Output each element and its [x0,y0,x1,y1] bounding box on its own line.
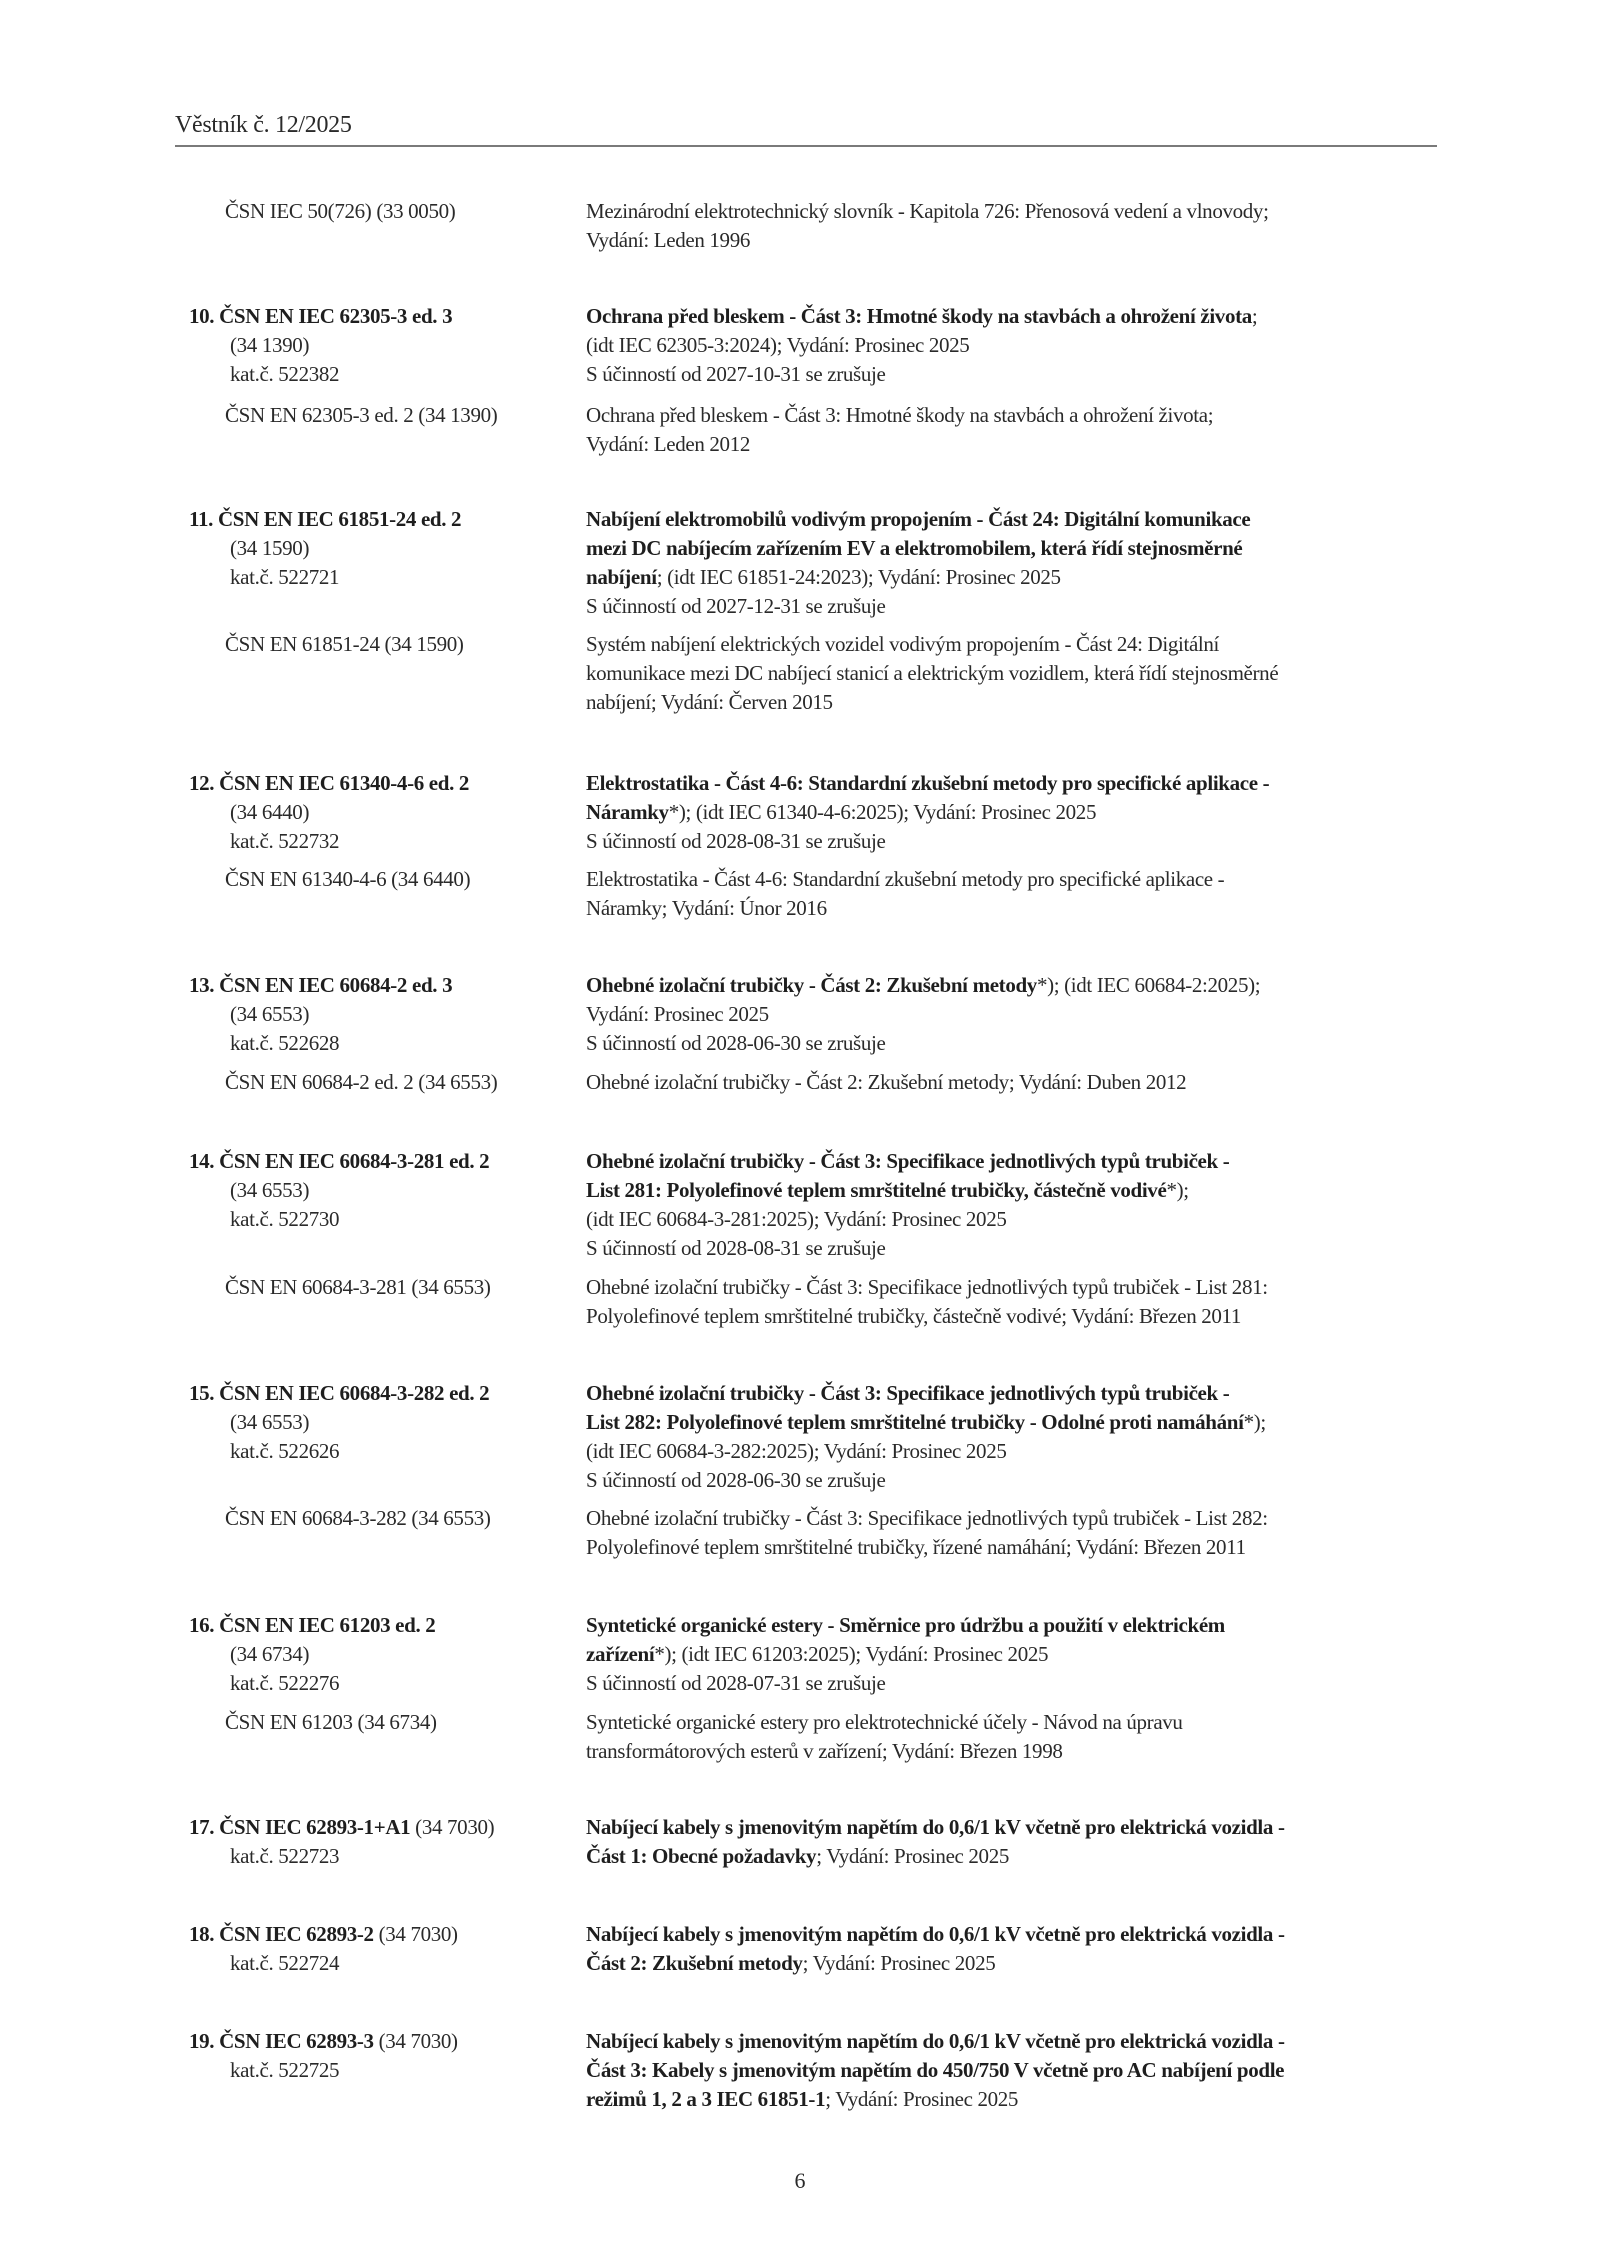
standard-title-line [586,401,1446,430]
text: ČSN EN 60684-3-282 (34 6553) [225,1506,491,1530]
text: Polyolefinové teplem smrštitelné trubičky, částečně vodivé; Vydání: Březen 2011 [586,1304,1242,1328]
standard-title-line [586,1068,1446,1097]
standard-title-line [586,1437,1446,1466]
standard-designation [189,1920,579,1978]
standard-title-line [586,302,1446,331]
text: *); (idt IEC 60684-2:2025); [1036,973,1261,997]
standard-title-line [586,1813,1446,1842]
text: kat.č. 522730 [230,1207,340,1231]
bold-text: Náramky [586,800,669,824]
bold-text: 10. ČSN EN IEC 62305-3 ed. 3 [189,304,453,328]
standard-title-line [586,1504,1446,1533]
standard-description [586,505,1446,621]
standard-title-line [586,1920,1446,1949]
standard-description [586,1920,1446,1978]
standard-designation [189,401,579,430]
bold-text: 16. ČSN EN IEC 61203 ed. 2 [189,1613,436,1637]
text: ; Vydání: Prosinec 2025 [825,2087,1019,2111]
text: (34 6734) [230,1642,310,1666]
bold-text: Nabíjení elektromobilů vodivým propojením - Část 24: Digitální komunikace [586,507,1251,531]
standard-title-line [586,331,1446,360]
text: ČSN EN 61340-4-6 (34 6440) [225,867,471,891]
standard-code-line [189,769,579,798]
text: *); [1243,1410,1266,1434]
text: S účinností od 2027-12-31 se zrušuje [586,594,886,618]
bold-text: 19. ČSN IEC 62893-3 [189,2029,374,2053]
standard-title-line [586,688,1446,717]
standard-title-line [586,1302,1446,1331]
text: (idt IEC 60684-3-282:2025); Vydání: Prosinec 2025 [586,1439,1007,1463]
standard-description [586,1379,1446,1495]
standard-title-line [586,226,1446,255]
standard-title-line [586,1611,1446,1640]
bold-text: List 282: Polyolefinové teplem smrštitelné trubičky - Odolné proti namáhání [586,1410,1244,1434]
text: kat.č. 522626 [230,1439,340,1463]
standard-title-line [586,360,1446,389]
bold-text: mezi DC nabíjecím zařízením EV a elektromobilem, která řídí stejnosměrné [586,536,1243,560]
text: S účinností od 2028-06-30 se zrušuje [586,1468,886,1492]
standard-title-line [586,1408,1446,1437]
standard-code-line [189,865,579,894]
standard-code-line [189,1504,579,1533]
bold-text: zařízení [586,1642,655,1666]
standard-description [586,401,1446,459]
standard-title-line [586,1273,1446,1302]
standard-description [586,197,1446,255]
standard-designation [189,1611,579,1698]
standard-code-line [189,563,579,592]
standard-designation [189,769,579,856]
standard-designation [189,1813,579,1871]
standard-description [586,630,1446,717]
standard-code-line [189,1640,579,1669]
text: (34 7030) [410,1815,495,1839]
text: Náramky; Vydání: Únor 2016 [586,896,827,920]
standard-code-line [189,1408,579,1437]
standard-code-line [189,2027,579,2056]
standard-code-line [189,2056,579,2085]
standard-code-line [189,1205,579,1234]
standard-title-line [586,798,1446,827]
text: Ochrana před bleskem - Část 3: Hmotné škody na stavbách a ohrožení života; [586,403,1214,427]
bold-text: režimů 1, 2 a 3 IEC 61851-1 [586,2087,826,2111]
standard-title-line [586,1147,1446,1176]
standard-designation [189,302,579,389]
standard-designation [189,1708,579,1737]
text: nabíjení; Vydání: Červen 2015 [586,690,833,714]
standard-title-line [586,865,1446,894]
standard-title-line [586,1949,1446,1978]
text: (34 1590) [230,536,310,560]
standard-designation [189,1068,579,1097]
standard-title-line [586,1379,1446,1408]
text: (idt IEC 62305-3:2024); Vydání: Prosinec 2025 [586,333,970,357]
standard-designation [189,1147,579,1234]
text: kat.č. 522276 [230,1671,340,1695]
text: ČSN EN 61851-24 (34 1590) [225,632,464,656]
standard-code-line [189,505,579,534]
standard-description [586,2027,1446,2114]
text: (34 6553) [230,1178,310,1202]
text: ČSN EN 61203 (34 6734) [225,1710,437,1734]
standard-code-line [189,1176,579,1205]
text: Syntetické organické estery pro elektrotechnické účely - Návod na úpravu [586,1710,1183,1734]
standard-title-line [586,2056,1446,2085]
standard-code-line [189,1842,579,1871]
standard-title-line [586,1737,1446,1766]
standard-code-line [189,798,579,827]
text: kat.č. 522721 [230,565,340,589]
standard-code-line [189,1379,579,1408]
standard-code-line [189,401,579,430]
text: kat.č. 522725 [230,2058,340,2082]
text: kat.č. 522628 [230,1031,340,1055]
bold-text: Část 1: Obecné požadavky [586,1844,817,1868]
standard-title-line [586,505,1446,534]
text: ČSN EN 62305-3 ed. 2 (34 1390) [225,403,498,427]
text: transformátorových esterů v zařízení; Vydání: Březen 1998 [586,1739,1063,1763]
standard-code-line [189,1273,579,1302]
standard-code-line [189,1437,579,1466]
text: ČSN EN 60684-3-281 (34 6553) [225,1275,491,1299]
text: Ohebné izolační trubičky - Část 2: Zkušební metody; Vydání: Duben 2012 [586,1070,1187,1094]
bold-text: Ochrana před bleskem - Část 3: Hmotné škody na stavbách a ohrožení života [586,304,1252,328]
text: Ohebné izolační trubičky - Část 3: Specifikace jednotlivých typů trubiček - List 281: [586,1275,1268,1299]
standard-title-line [586,534,1446,563]
standard-title-line [586,197,1446,226]
text: Ohebné izolační trubičky - Část 3: Specifikace jednotlivých typů trubiček - List 282: [586,1506,1268,1530]
standard-title-line [586,971,1446,1000]
standard-designation [189,865,579,894]
text: ; Vydání: Prosinec 2025 [816,1844,1010,1868]
bold-text: Ohebné izolační trubičky - Část 3: Specifikace jednotlivých typů trubiček - [586,1381,1230,1405]
standard-code-line [189,1068,579,1097]
standard-designation [189,197,579,226]
standard-code-line [189,534,579,563]
text: ČSN EN 60684-2 ed. 2 (34 6553) [225,1070,498,1094]
text: (34 6553) [230,1410,310,1434]
text: S účinností od 2028-08-31 se zrušuje [586,829,886,853]
standard-code-line [189,1611,579,1640]
standard-code-line [189,1949,579,1978]
standard-code-line [189,197,579,226]
bold-text: Část 3: Kabely s jmenovitým napětím do 450/750 V včetně pro AC nabíjení podle [586,2058,1285,2082]
standard-title-line [586,1234,1446,1263]
text: (34 7030) [373,1922,458,1946]
text: S účinností od 2027-10-31 se zrušuje [586,362,886,386]
header-divider [175,145,1437,147]
standard-title-line [586,592,1446,621]
text: Vydání: Prosinec 2025 [586,1002,769,1026]
standard-title-line [586,1533,1446,1562]
standard-designation [189,1273,579,1302]
standard-code-line [189,630,579,659]
text: ; (idt IEC 61851-24:2023); Vydání: Prosinec 2025 [656,565,1061,589]
text: kat.č. 522723 [230,1844,340,1868]
standard-description [586,1147,1446,1263]
standard-title-line [586,769,1446,798]
standard-description [586,865,1446,923]
standard-title-line [586,630,1446,659]
standard-code-line [189,971,579,1000]
text: Polyolefinové teplem smrštitelné trubičky, řízené namáhání; Vydání: Březen 2011 [586,1535,1246,1559]
text: komunikace mezi DC nabíjecí stanicí a elektrickým vozidlem, která řídí stejnosměrné [586,661,1279,685]
text: *); (idt IEC 61340-4-6:2025); Vydání: Prosinec 2025 [668,800,1097,824]
standard-title-line [586,1000,1446,1029]
standard-title-line [586,563,1446,592]
standard-code-line [189,1813,579,1842]
text: *); [1166,1178,1189,1202]
standard-code-line [189,1000,579,1029]
standard-title-line [586,1669,1446,1698]
standard-title-line [586,2085,1446,2114]
bold-text: 14. ČSN EN IEC 60684-3-281 ed. 2 [189,1149,490,1173]
bold-text: Nabíjecí kabely s jmenovitým napětím do 0,6/1 kV včetně pro elektrická vozidla - [586,1922,1285,1946]
bold-text: 15. ČSN EN IEC 60684-3-282 ed. 2 [189,1381,490,1405]
bold-text: Ohebné izolační trubičky - Část 3: Specifikace jednotlivých typů trubiček - [586,1149,1230,1173]
text: ; [1251,304,1258,328]
standard-code-line [189,1029,579,1058]
standard-code-line [189,1920,579,1949]
page-number: 6 [794,2168,806,2193]
text: kat.č. 522382 [230,362,340,386]
standard-code-line [189,331,579,360]
bold-text: Ohebné izolační trubičky - Část 2: Zkušební metody [586,973,1037,997]
standard-title-line [586,430,1446,459]
bold-text: Elektrostatika - Část 4-6: Standardní zkušební metody pro specifické aplikace - [586,771,1270,795]
bold-text: nabíjení [586,565,657,589]
text: kat.č. 522724 [230,1951,340,1975]
standard-code-line [189,827,579,856]
standard-title-line [586,1029,1446,1058]
bold-text: Syntetické organické estery - Směrnice pro údržbu a použití v elektrickém [586,1613,1225,1637]
page-header-title: Věstník č. 12/2025 [175,112,352,138]
standard-code-line [189,1669,579,1698]
text: S účinností od 2028-06-30 se zrušuje [586,1031,886,1055]
bold-text: List 281: Polyolefinové teplem smrštitelné trubičky, částečně vodivé [586,1178,1167,1202]
standard-description [586,1611,1446,1698]
standard-title-line [586,1205,1446,1234]
standard-designation [189,2027,579,2085]
bold-text: Část 2: Zkušební metody [586,1951,803,1975]
text: (34 6553) [230,1002,310,1026]
text: Mezinárodní elektrotechnický slovník - Kapitola 726: Přenosová vedení a vlnovody; [586,199,1269,223]
bold-text: 11. ČSN EN IEC 61851-24 ed. 2 [189,507,462,531]
standard-title-line [586,894,1446,923]
standard-description [586,1504,1446,1562]
text: *); (idt IEC 61203:2025); Vydání: Prosinec 2025 [654,1642,1049,1666]
text: Vydání: Leden 2012 [586,432,750,456]
standard-title-line [586,1640,1446,1669]
standard-code-line [189,1708,579,1737]
text: Systém nabíjení elektrických vozidel vodivým propojením - Část 24: Digitální [586,632,1220,656]
text: (34 6440) [230,800,310,824]
standard-title-line [586,659,1446,688]
standard-description [586,769,1446,856]
bold-text: 12. ČSN EN IEC 61340-4-6 ed. 2 [189,771,470,795]
text: (idt IEC 60684-3-281:2025); Vydání: Prosinec 2025 [586,1207,1007,1231]
standard-title-line [586,2027,1446,2056]
standard-code-line [189,360,579,389]
text: (34 1390) [230,333,310,357]
text: (34 7030) [373,2029,458,2053]
standard-title-line [586,827,1446,856]
bold-text: 18. ČSN IEC 62893-2 [189,1922,374,1946]
standard-designation [189,505,579,592]
standard-designation [189,971,579,1058]
text: ; Vydání: Prosinec 2025 [802,1951,996,1975]
bold-text: 17. ČSN IEC 62893-1+A1 [189,1815,411,1839]
standard-title-line [586,1176,1446,1205]
standard-description [586,1068,1446,1097]
standard-description [586,971,1446,1058]
standard-description [586,302,1446,389]
standard-description [586,1813,1446,1871]
standard-title-line [586,1708,1446,1737]
standard-designation [189,1504,579,1533]
standard-code-line [189,302,579,331]
bold-text: 13. ČSN EN IEC 60684-2 ed. 3 [189,973,453,997]
standard-title-line [586,1842,1446,1871]
standard-description [586,1708,1446,1766]
standard-description [586,1273,1446,1331]
text: kat.č. 522732 [230,829,340,853]
standard-title-line [586,1466,1446,1495]
text: S účinností od 2028-07-31 se zrušuje [586,1671,886,1695]
bold-text: Nabíjecí kabely s jmenovitým napětím do 0,6/1 kV včetně pro elektrická vozidla - [586,2029,1285,2053]
text: S účinností od 2028-08-31 se zrušuje [586,1236,886,1260]
text: Vydání: Leden 1996 [586,228,750,252]
standard-designation [189,630,579,659]
text: ČSN IEC 50(726) (33 0050) [225,199,456,223]
standard-code-line [189,1147,579,1176]
text: Elektrostatika - Část 4-6: Standardní zkušební metody pro specifické aplikace - [586,867,1225,891]
bold-text: Nabíjecí kabely s jmenovitým napětím do 0,6/1 kV včetně pro elektrická vozidla - [586,1815,1285,1839]
standard-designation [189,1379,579,1466]
